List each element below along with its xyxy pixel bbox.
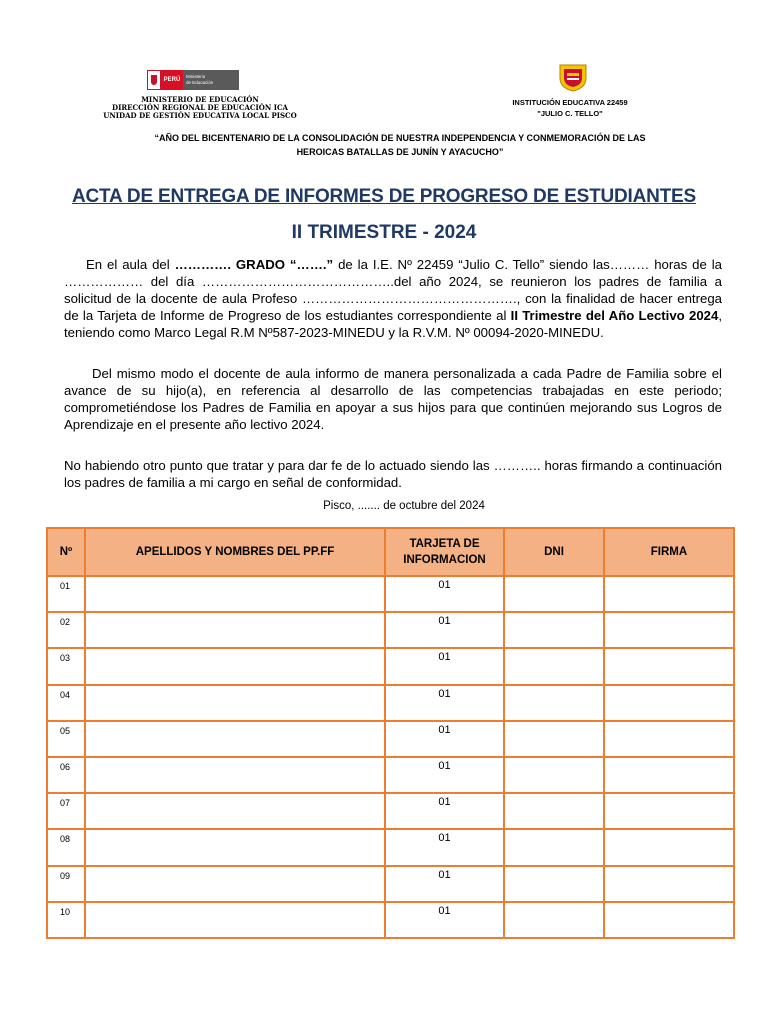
table-row [47, 793, 734, 829]
table-header-row [47, 528, 734, 576]
date-line: Pisco, ....... de octubre del 2024 [323, 500, 485, 512]
name-cell[interactable] [85, 757, 385, 793]
table-row [47, 648, 734, 684]
table-row [47, 829, 734, 865]
table-row [47, 576, 734, 612]
row-number: 09 [47, 866, 85, 902]
row-number: 05 [47, 721, 85, 757]
ministry-header: MINISTERIO DE EDUCACIÓN DIRECCIÓN REGIONAL DE EDUCACIÓN ICA UNIDAD DE GESTIÓN EDUCATIVA LOCAL PISCO [103, 95, 297, 120]
row-number: 10 [47, 902, 85, 938]
table-row [47, 612, 734, 648]
name-cell[interactable] [85, 829, 385, 865]
name-cell[interactable] [85, 902, 385, 938]
header-firma: FIRMA [604, 528, 734, 576]
tarjeta-cell: 01 [385, 648, 504, 684]
tarjeta-cell: 01 [385, 721, 504, 757]
header-tarjeta: TARJETA DE INFORMACION [385, 528, 504, 576]
firma-cell[interactable] [604, 612, 734, 648]
table-row [47, 757, 734, 793]
signature-table [46, 527, 735, 939]
peru-badge: PERÚ [161, 70, 183, 90]
document-title: ACTA DE ENTREGA DE INFORMES DE PROGRESO DE ESTUDIANTES [72, 186, 696, 207]
row-number: 03 [47, 648, 85, 684]
school-name: INSTITUCIÓN EDUCATIVA 22459 "JULIO C. TELLO" [512, 98, 628, 118]
tarjeta-cell: 01 [385, 685, 504, 721]
tarjeta-cell: 01 [385, 866, 504, 902]
document-subtitle: II TRIMESTRE - 2024 [291, 222, 477, 243]
row-number: 08 [47, 829, 85, 865]
firma-cell[interactable] [604, 576, 734, 612]
name-cell[interactable] [85, 612, 385, 648]
dni-cell[interactable] [504, 793, 604, 829]
table-row [47, 866, 734, 902]
tarjeta-cell: 01 [385, 757, 504, 793]
row-number: 02 [47, 612, 85, 648]
name-cell[interactable] [85, 685, 385, 721]
name-cell[interactable] [85, 793, 385, 829]
paragraph-2: Del mismo modo el docente de aula informo de manera personalizada a cada Padre de Familia sobre el avance de su hijo(a), en referencia al desarrollo de las competencias trabajadas en este periodo; comprometiéndose los Padres de Familia en apoyar a sus hijos para que continúen mejorando sus Logros de Aprendizaje en el presente año lectivo 2024. [64, 366, 722, 432]
dni-cell[interactable] [504, 902, 604, 938]
tarjeta-cell: 01 [385, 612, 504, 648]
table-row [47, 685, 734, 721]
dni-cell[interactable] [504, 648, 604, 684]
name-cell[interactable] [85, 576, 385, 612]
school-seal-icon [556, 62, 590, 92]
tarjeta-cell: 01 [385, 576, 504, 612]
header-num: Nº [47, 528, 85, 576]
table-row [47, 721, 734, 757]
year-motto: “AÑO DEL BICENTENARIO DE LA CONSOLIDACIÓN DE NUESTRA INDEPENDENCIA Y CONMEMORACIÓN DE LAS HEROICAS BATALLAS DE JUNÍN Y AYACUCHO” [154, 133, 646, 157]
row-number: 04 [47, 685, 85, 721]
paragraph-3: No habiendo otro punto que tratar y para dar fe de lo actuado siendo las ……….. horas firmando a continuación los padres de familia a mi cargo en señal de conformidad. [64, 458, 722, 490]
coat-of-arms-icon [147, 70, 161, 90]
dni-cell[interactable] [504, 721, 604, 757]
paragraph-1: En el aula del …………. GRADO “…….” de la I.E. Nº 22459 “Julio C. Tello” siendo las……… horas de la ……………… del día ……………………………………..del año 2024, se reunieron los padres de familia a solicitud de la docente de aula Profeso …………………………………………., con la finalidad de hacer entrega de la Tarjeta de Informe de Progreso de los estudiantes correspondiente al II Trimestre del Año Lectivo 2024, teniendo como Marco Legal R.M Nº587-2023-MINEDU y la R.V.M. Nº 00094-2020-MINEDU. [64, 257, 722, 340]
firma-cell[interactable] [604, 866, 734, 902]
firma-cell[interactable] [604, 757, 734, 793]
row-number: 01 [47, 576, 85, 612]
dni-cell[interactable] [504, 829, 604, 865]
tarjeta-cell: 01 [385, 902, 504, 938]
table-row [47, 902, 734, 938]
tarjeta-cell: 01 [385, 793, 504, 829]
row-number: 07 [47, 793, 85, 829]
header-dni: DNI [504, 528, 604, 576]
firma-cell[interactable] [604, 685, 734, 721]
dni-cell[interactable] [504, 685, 604, 721]
name-cell[interactable] [85, 721, 385, 757]
firma-cell[interactable] [604, 648, 734, 684]
peru-ministry-logo [147, 70, 239, 90]
dni-cell[interactable] [504, 612, 604, 648]
ministry-small-label: Ministerio de Educación [183, 70, 239, 90]
firma-cell[interactable] [604, 721, 734, 757]
dni-cell[interactable] [504, 757, 604, 793]
dni-cell[interactable] [504, 576, 604, 612]
firma-cell[interactable] [604, 829, 734, 865]
name-cell[interactable] [85, 648, 385, 684]
firma-cell[interactable] [604, 793, 734, 829]
firma-cell[interactable] [604, 902, 734, 938]
name-cell[interactable] [85, 866, 385, 902]
header-names: APELLIDOS Y NOMBRES DEL PP.FF [85, 528, 385, 576]
row-number: 06 [47, 757, 85, 793]
dni-cell[interactable] [504, 866, 604, 902]
tarjeta-cell: 01 [385, 829, 504, 865]
